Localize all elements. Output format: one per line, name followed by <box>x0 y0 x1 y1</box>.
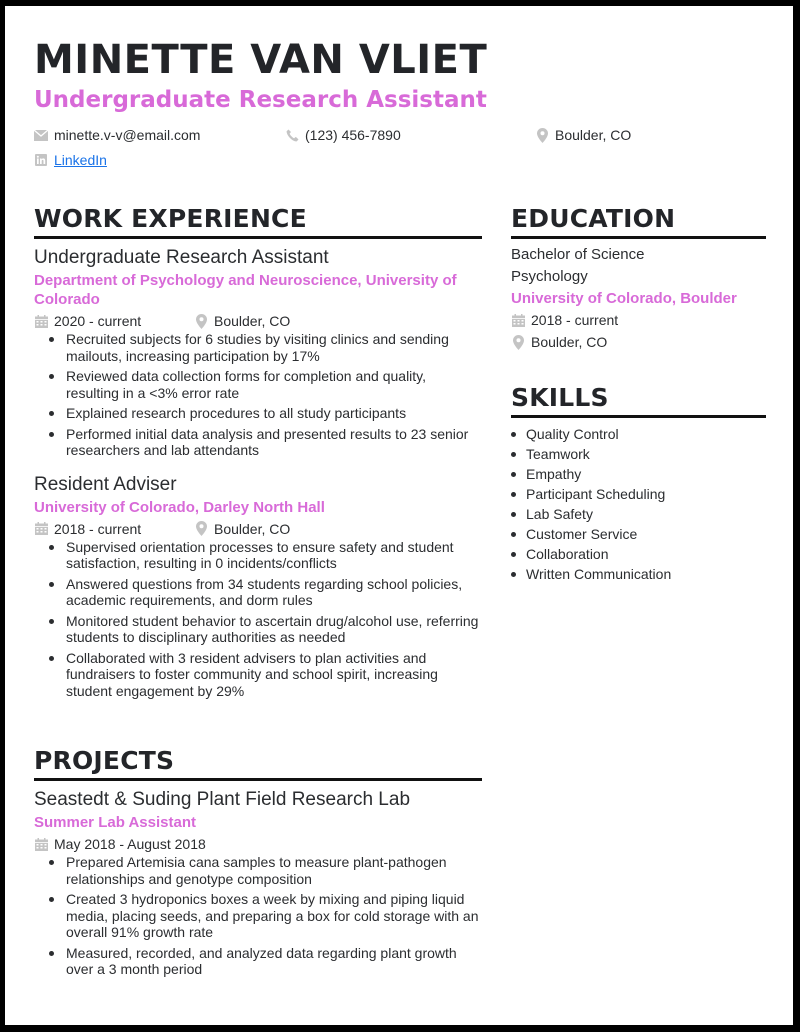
project-entry-1 <box>34 788 482 978</box>
project-name: Seastedt & Suding Plant Field Research Lab <box>34 789 411 810</box>
work-experience-section <box>34 206 482 703</box>
section-title-skills: SKILLS <box>511 385 766 418</box>
map-pin-icon <box>511 335 525 349</box>
skill-item: Teamwork <box>511 444 766 464</box>
skill-item: Empathy <box>511 464 766 484</box>
project-role: Summer Lab Assistant <box>34 814 196 831</box>
map-pin-icon <box>194 314 208 328</box>
job-role: Resident Adviser <box>34 473 177 495</box>
calendar-icon <box>34 522 48 536</box>
job-location <box>194 311 290 331</box>
calendar-icon <box>34 837 48 851</box>
job-dates <box>34 519 194 539</box>
skill-item: Collaboration <box>511 544 766 564</box>
bullet-item: Prepared Artemisia cana samples to measure plant-pathogen relationships and genotype composition <box>34 854 482 887</box>
bullet-item: Monitored student behavior to ascertain drug/alcohol use, referring students to disciplinary authorities as needed <box>34 613 482 646</box>
education-location <box>511 332 766 352</box>
education-dates <box>511 310 766 330</box>
job-entry-2 <box>34 473 482 700</box>
job-location <box>194 519 290 539</box>
skill-item: Quality Control <box>511 424 766 444</box>
bullet-item: Measured, recorded, and analyzed data regarding plant growth over a 3 month period <box>34 945 482 978</box>
bullet-item: Performed initial data analysis and presented results to 23 senior researchers and lab attendants <box>34 426 482 459</box>
skills-section <box>511 385 766 584</box>
bullet-item: Reviewed data collection forms for completion and quality, resulting in a <3% error rate <box>34 368 482 401</box>
calendar-icon <box>511 313 525 327</box>
skill-item: Participant Scheduling <box>511 484 766 504</box>
linkedin-link[interactable]: LinkedIn <box>54 152 107 168</box>
contact-location <box>535 127 631 143</box>
job-location-text: Boulder, CO <box>214 520 291 537</box>
job-meta <box>34 519 482 539</box>
map-pin-icon <box>535 128 549 142</box>
contact-linkedin[interactable] <box>34 152 107 168</box>
project-bullets <box>34 854 482 978</box>
bullet-item: Recruited subjects for 6 studies by visiting clinics and sending mailouts, increasing participation by 17% <box>34 331 482 364</box>
section-title-work-experience: WORK EXPERIENCE <box>34 206 482 239</box>
contact-email <box>34 127 200 143</box>
skill-item: Written Communication <box>511 564 766 584</box>
project-dates <box>34 834 206 854</box>
education-section <box>511 206 766 352</box>
skill-item: Customer Service <box>511 524 766 544</box>
location-text: Boulder, CO <box>555 127 632 143</box>
project-dates-text: May 2018 - August 2018 <box>54 836 206 852</box>
education-school: University of Colorado, Boulder <box>511 290 737 307</box>
job-role: Undergraduate Research Assistant <box>34 247 329 268</box>
contact-phone <box>285 127 401 143</box>
job-entry-1 <box>34 246 482 459</box>
education-degree: Bachelor of Science <box>511 246 645 263</box>
education-entry <box>511 244 766 352</box>
job-organization: University of Colorado, Darley North Hall <box>34 498 325 516</box>
envelope-icon <box>34 128 48 142</box>
candidate-name: MINETTE VAN VLIET <box>34 37 488 83</box>
job-organization: Department of Psychology and Neuroscience, University of Colorado <box>34 272 457 308</box>
calendar-icon <box>34 314 48 328</box>
job-meta <box>34 311 482 331</box>
contact-row-1 <box>34 125 774 145</box>
projects-section <box>34 748 482 982</box>
skill-item: Lab Safety <box>511 504 766 524</box>
education-location-text: Boulder, CO <box>531 334 608 350</box>
job-dates <box>34 311 194 331</box>
resume-page <box>5 6 793 1025</box>
phone-text: (123) 456-7890 <box>305 127 401 143</box>
map-pin-icon <box>194 522 208 536</box>
bullet-item: Supervised orientation processes to ensure safety and student satisfaction, resulting in 0 incidents/conflicts <box>34 539 482 572</box>
bullet-item: Answered questions from 34 students regarding school policies, academic requirements, and dorm rules <box>34 576 482 609</box>
job-dates-text: 2020 - current <box>54 313 142 329</box>
education-field: Psychology <box>511 268 588 285</box>
project-meta <box>34 834 482 854</box>
job-location-text: Boulder, CO <box>214 313 291 329</box>
linkedin-icon <box>34 153 48 167</box>
bullet-item: Collaborated with 3 resident advisers to plan activities and fundraisers to foster community and school spirit, increasing student engagement by 29% <box>34 650 482 700</box>
job-dates-text: 2018 - current <box>54 520 142 537</box>
job-bullets <box>34 331 482 459</box>
bullet-item: Created 3 hydroponics boxes a week by mixing and piping liquid media, placing seeds, and preparing a box for cold storage with an overall 91% growth rate <box>34 891 482 941</box>
bullet-item: Explained research procedures to all study participants <box>34 405 482 422</box>
email-text: minette.v-v@email.com <box>54 127 201 143</box>
job-bullets <box>34 539 482 700</box>
skills-list <box>511 424 766 584</box>
section-title-projects: PROJECTS <box>34 748 482 781</box>
phone-icon <box>285 128 299 142</box>
candidate-headline: Undergraduate Research Assistant <box>34 87 487 113</box>
education-dates-text: 2018 - current <box>531 312 619 328</box>
section-title-education: EDUCATION <box>511 206 766 239</box>
